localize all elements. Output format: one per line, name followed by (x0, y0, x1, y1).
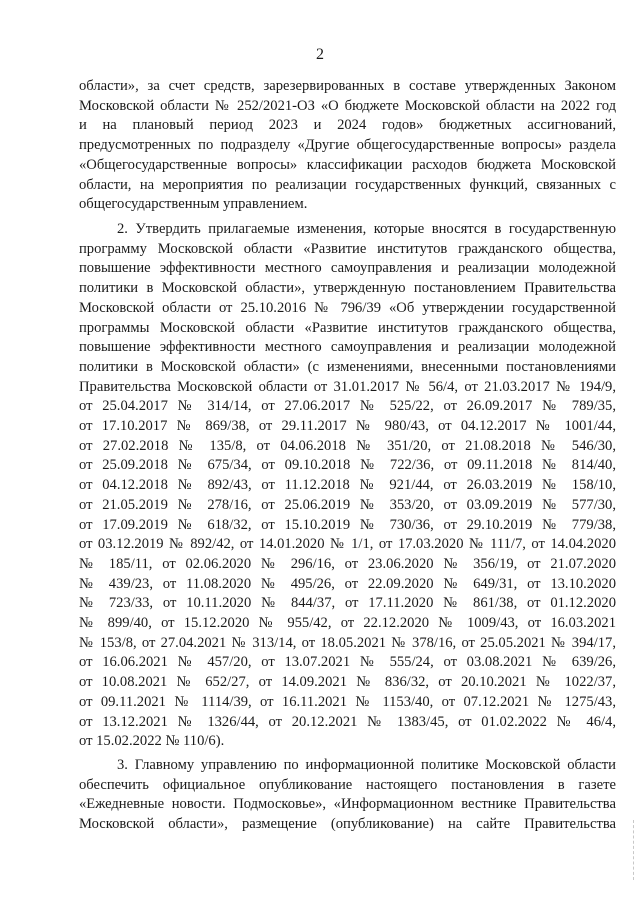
text-line: политики в Московской области» (с изменениями, внесенными постановлениями (79, 358, 616, 375)
text-line: от 21.05.2019 № 278/16, от 25.06.2019 № 353/20, от 03.09.2019 № 577/30, (79, 496, 616, 513)
text-line: № 899/40, от 15.12.2020 № 955/42, от 22.12.2020 № 1009/43, от 16.03.2021 (79, 615, 616, 632)
text-line: от 15.02.2022 № 110/6). (79, 733, 225, 750)
text-line: Московской области», размещение (опубликование) на сайте Правительства (79, 816, 616, 833)
text-line: Московской области № 252/2021-ОЗ «О бюджете Московской области на 2022 год (79, 97, 616, 114)
text-line: от 03.12.2019 № 892/42, от 14.01.2020 № 1/1, от 17.03.2020 № 111/7, от 14.04.2020 (79, 536, 616, 553)
text-line: Московской области от 25.10.2016 № 796/39 «Об утверждении государственной (79, 299, 616, 316)
text-line: № 153/8, от 27.04.2021 № 313/14, от 18.05.2021 № 378/16, от 25.05.2021 № 394/17, (79, 634, 616, 651)
text-line: области», за счет средств, зарезервированных в составе утвержденных Законом (79, 78, 616, 94)
paragraph-2 (79, 220, 616, 752)
text-line: от 27.02.2018 № 135/8, от 04.06.2018 № 351/20, от 21.08.2018 № 546/30, (79, 437, 616, 454)
text-line: от 04.12.2018 № 892/43, от 11.12.2018 № 921/44, от 26.03.2019 № 158/10, (79, 477, 616, 494)
text-line: Правительства Московской области от 31.01.2017 № 56/4, от 21.03.2017 № 194/9, (79, 378, 616, 395)
text-line: № 185/11, от 02.06.2020 № 296/16, от 23.06.2020 № 356/19, от 21.07.2020 (79, 555, 616, 572)
text-line: обеспечить официальное опубликование настоящего постановления в газете (79, 776, 616, 793)
text-line: 3. Главному управлению по информационной политике Московской области (117, 757, 616, 773)
text-line: и на плановый период 2023 и 2024 годов» бюджетных ассигнований, (79, 117, 616, 134)
text-line: общегосударственным управлением. (79, 196, 308, 213)
paragraph-1 (79, 77, 616, 215)
text-line: повышение эффективности местного самоуправления и реализации молодежной (79, 260, 616, 277)
text-line: от 10.08.2021 № 652/27, от 14.09.2021 № 836/32, от 20.10.2021 № 1022/37, (79, 674, 616, 691)
text-line: № 723/33, от 10.11.2020 № 844/37, от 17.11.2020 № 861/38, от 01.12.2020 (79, 595, 616, 612)
text-line: от 09.11.2021 № 1114/39, от 16.11.2021 № 1153/40, от 07.12.2021 № 1275/43, (79, 693, 616, 710)
page-number: 2 (316, 46, 324, 63)
text-line: № 439/23, от 11.08.2020 № 495/26, от 22.09.2020 № 649/31, от 13.10.2020 (79, 575, 616, 592)
text-line: программы Московской области «Развитие институтов гражданского общества, (79, 319, 616, 336)
text-line: 2. Утвердить прилагаемые изменения, которые вносятся в государственную (117, 221, 616, 237)
paragraph-3 (79, 756, 616, 835)
text-line: от 16.06.2021 № 457/20, от 13.07.2021 № 555/24, от 03.08.2021 № 639/26, (79, 654, 616, 671)
text-line: от 25.04.2017 № 314/14, от 27.06.2017 № 525/22, от 26.09.2017 № 789/35, (79, 398, 616, 415)
text-line: программу Московской области «Развитие институтов гражданского общества, (79, 240, 616, 257)
text-line: от 17.09.2019 № 618/32, от 15.10.2019 № 730/36, от 29.10.2019 № 779/38, (79, 516, 616, 533)
text-line: области, на мероприятия по реализации государственных функций, связанных с (79, 176, 616, 193)
page-edge-mark (632, 820, 634, 880)
text-line: повышение эффективности местного самоуправления и реализации молодежной (79, 339, 616, 356)
text-line: политики в Московской области», утвержденную постановлением Правительства (79, 280, 616, 297)
text-line: от 17.10.2017 № 869/38, от 29.11.2017 № 980/43, от 04.12.2017 № 1001/44, (79, 418, 616, 435)
text-line: от 25.09.2018 № 675/34, от 09.10.2018 № 722/36, от 09.11.2018 № 814/40, (79, 457, 616, 474)
text-line: «Общегосударственные вопросы» классификации расходов бюджета Московской (79, 156, 616, 173)
text-line: от 13.12.2021 № 1326/44, от 20.12.2021 № 1383/45, от 01.02.2022 № 46/4, (79, 713, 616, 730)
text-line: предусмотренных по подразделу «Другие общегосударственные вопросы» раздела (79, 137, 616, 154)
text-line: «Ежедневные новости. Подмосковье», «Информационном вестнике Правительства (79, 796, 616, 813)
